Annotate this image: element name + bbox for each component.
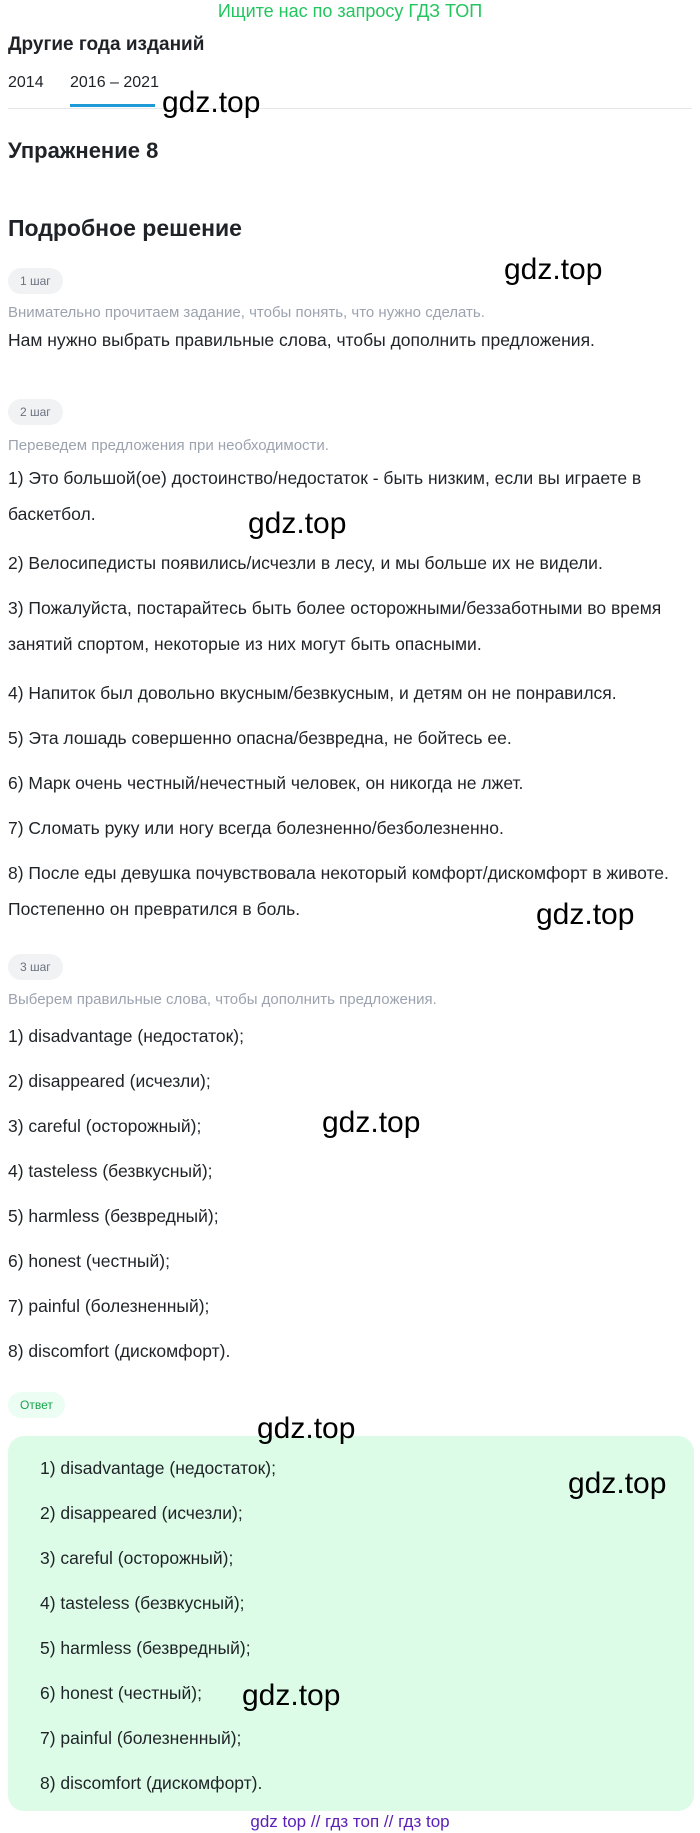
step-2-line: 4) Напиток был довольно вкусным/безвкусным, и детям он не понравился. (8, 683, 617, 703)
watermark: gdz.top (242, 1679, 341, 1712)
step-1-line: Нам нужно выбрать правильные слова, чтобы дополнить предложения. (8, 330, 595, 350)
other-years-heading: Другие года изданий (8, 34, 205, 55)
step-3-line: 6) honest (честный); (8, 1251, 170, 1271)
footer-separator: // (383, 1812, 394, 1831)
answer-line: 2) disappeared (исчезли); (40, 1503, 243, 1523)
footer-links (0, 1811, 700, 1833)
step-2-line: 8) После еды девушка почувствовала некоторый комфорт/дискомфорт в животе. Постепенно он превратился в боль. (8, 863, 669, 919)
search-hint-banner: Ищите нас по запросу ГДЗ ТОП (217, 1, 483, 21)
answer-badge: Ответ (8, 1392, 65, 1418)
footer-link-gdz-top-ru[interactable]: гдз топ (325, 1812, 380, 1831)
watermark: gdz.top (248, 507, 347, 540)
footer-link-gdz-top-mixed[interactable]: гдз top (398, 1812, 450, 1831)
answer-line: 1) disadvantage (недостаток); (40, 1458, 276, 1478)
step-3-line: 7) painful (болезненный); (8, 1296, 210, 1316)
divider (8, 108, 692, 109)
watermark: gdz.top (536, 898, 635, 931)
answer-line: 4) tasteless (безвкусный); (40, 1593, 245, 1613)
footer-link-gdz-top[interactable]: gdz top (250, 1812, 307, 1831)
step-2-line: 2) Велосипедисты появились/исчезли в лесу, и мы больше их не видели. (8, 553, 603, 573)
step-hint-2: Переведем предложения при необходимости. (8, 437, 329, 454)
step-badge-1: 1 шаг (8, 268, 63, 294)
step-badge-3: 3 шаг (8, 954, 63, 980)
answer-line: 3) careful (осторожный); (40, 1548, 234, 1568)
step-2-line: 5) Эта лошадь совершенно опасна/безвредна, не бойтесь ее. (8, 728, 512, 748)
answer-line: 8) discomfort (дискомфорт). (40, 1773, 263, 1793)
step-3-line: 4) tasteless (безвкусный); (8, 1161, 213, 1181)
answer-line: 5) harmless (безвредный); (40, 1638, 251, 1658)
step-2-line: 7) Сломать руку или ногу всегда болезненно/безболезненно. (8, 818, 504, 838)
step-2-line: 6) Марк очень честный/нечестный человек, он никогда не лжет. (8, 773, 524, 793)
footer-separator: // (310, 1812, 321, 1831)
step-hint-1: Внимательно прочитаем задание, чтобы понять, что нужно сделать. (8, 304, 485, 321)
active-year-underline (70, 104, 155, 107)
step-2-line: 1) Это большой(ое) достоинство/недостаток - быть низким, если вы играете в баскетбол. (8, 468, 642, 524)
step-badge-2: 2 шаг (8, 399, 63, 425)
step-3-line: 8) discomfort (дискомфорт). (8, 1341, 231, 1361)
exercise-title: Упражнение 8 (8, 138, 159, 163)
answer-line: 6) honest (честный); (40, 1683, 202, 1703)
watermark: gdz.top (322, 1106, 421, 1139)
answer-line: 7) painful (болезненный); (40, 1728, 242, 1748)
solution-title: Подробное решение (8, 215, 242, 241)
step-2-line: 3) Пожалуйста, постарайтесь быть более осторожными/беззаботными во время занятий спортом, некоторые из них могут быть опасными. (8, 598, 662, 654)
step-3-line: 5) harmless (безвредный); (8, 1206, 219, 1226)
watermark: gdz.top (568, 1467, 667, 1500)
step-hint-3: Выберем правильные слова, чтобы дополнить предложения. (8, 991, 437, 1008)
watermark: gdz.top (162, 86, 261, 119)
year-tab-2014[interactable]: 2014 (8, 74, 44, 91)
year-tab-2016-2021[interactable]: 2016 – 2021 (70, 74, 159, 91)
step-3-line: 3) careful (осторожный); (8, 1116, 202, 1136)
step-3-line: 2) disappeared (исчезли); (8, 1071, 211, 1091)
watermark: gdz.top (504, 253, 603, 286)
step-3-line: 1) disadvantage (недостаток); (8, 1026, 244, 1046)
watermark: gdz.top (257, 1412, 356, 1445)
